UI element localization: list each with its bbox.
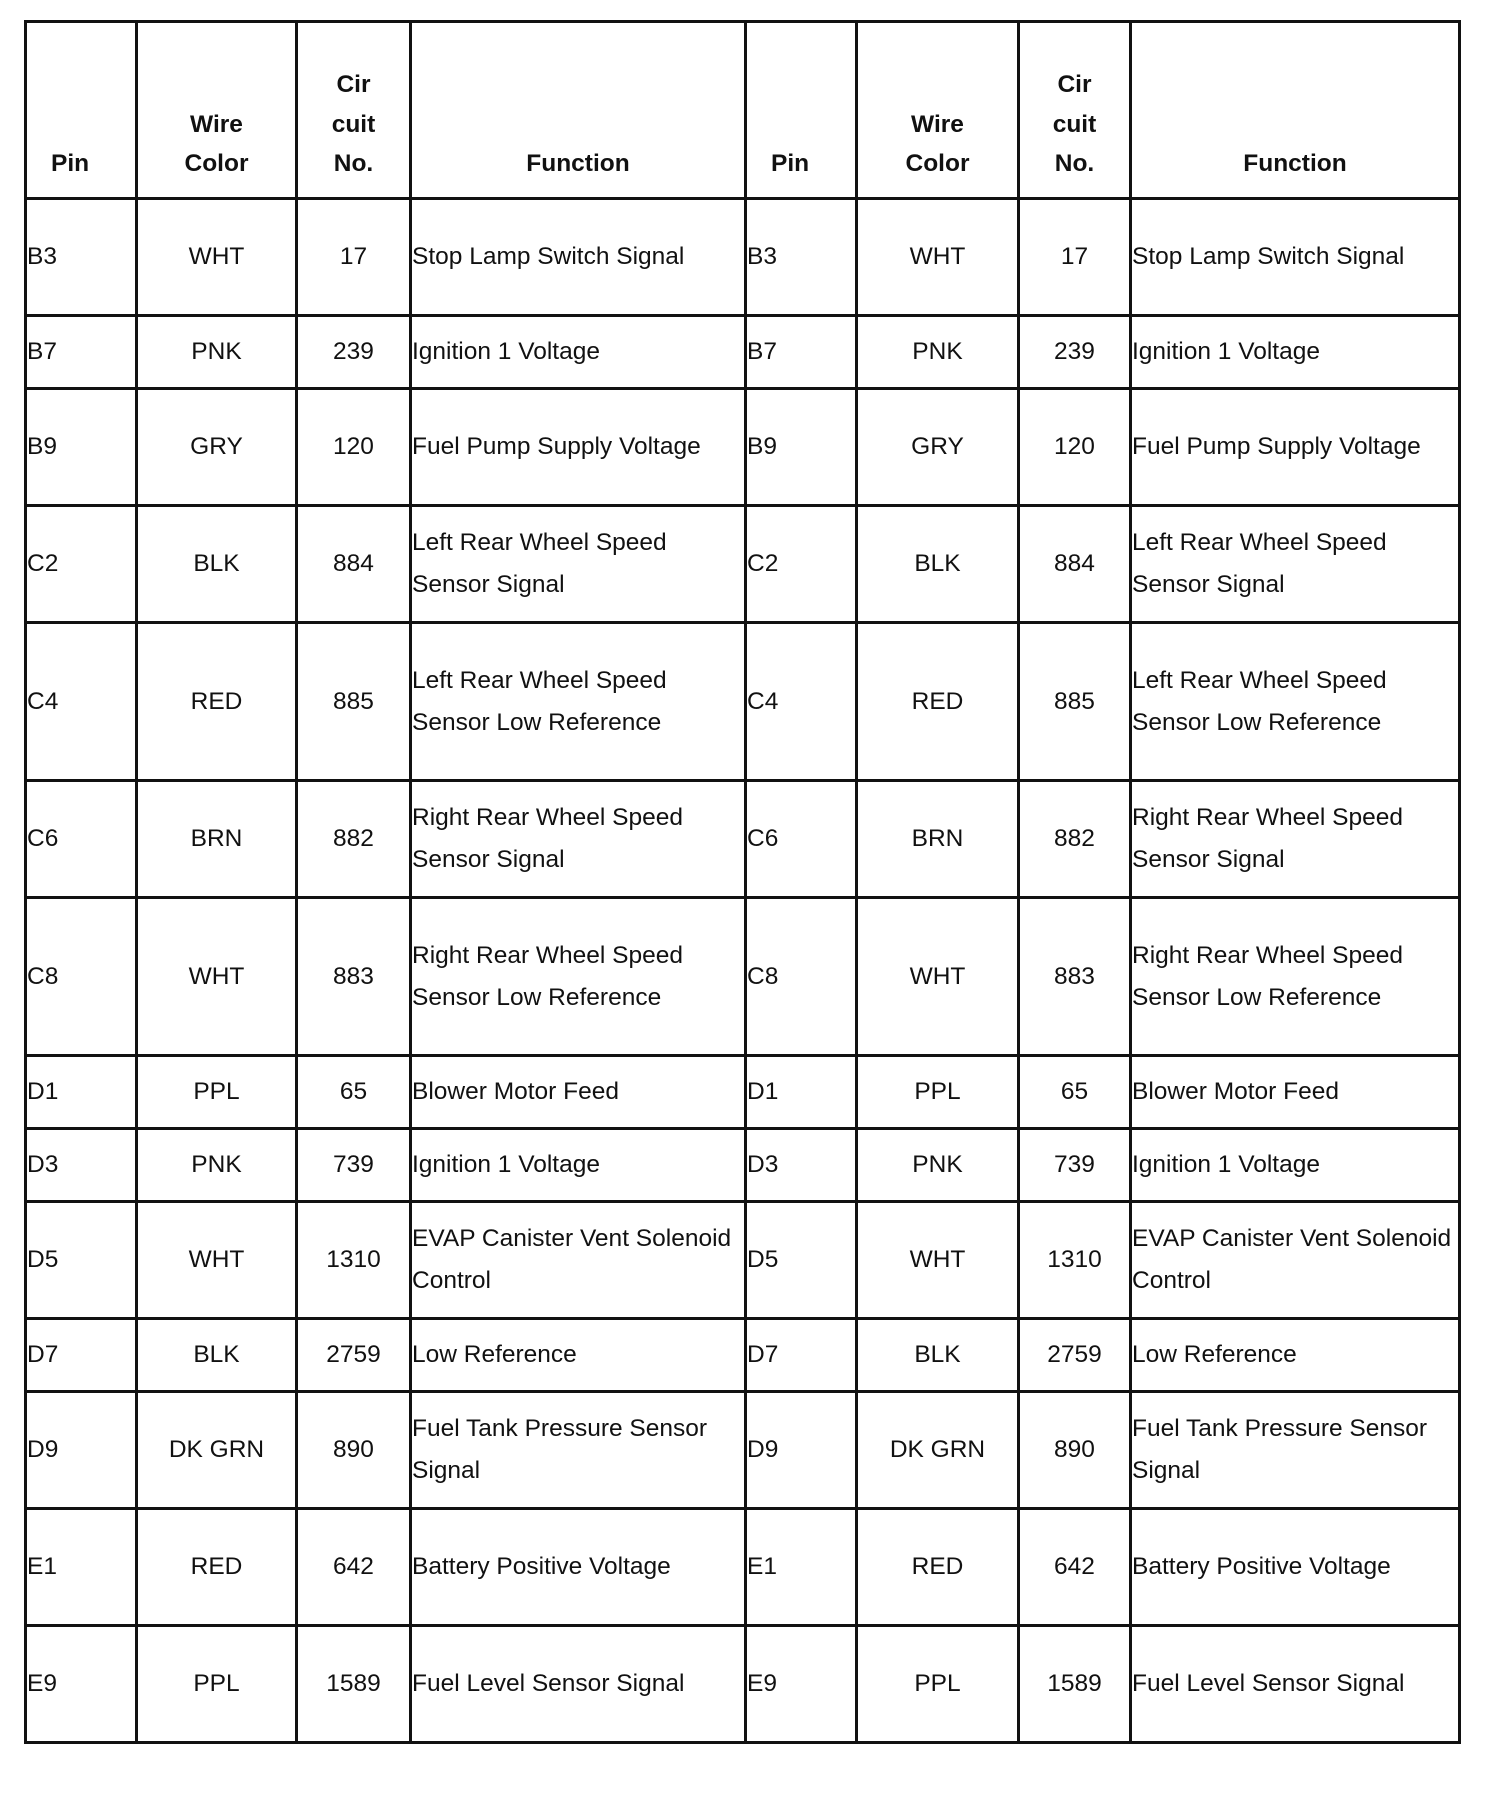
function-cell: Right Rear Wheel Speed Sensor Signal	[411, 781, 746, 898]
function-cell: Fuel Pump Supply Voltage	[411, 389, 746, 506]
wire-color-cell: BLK	[137, 506, 297, 623]
pin-cell-2: D9	[746, 1392, 857, 1509]
wire-color-cell-2: PNK	[857, 316, 1019, 389]
pinout-table-container	[24, 20, 1458, 1744]
table-row	[26, 1392, 1460, 1509]
circuit-no-cell: 1310	[297, 1202, 411, 1319]
pin-cell: C2	[26, 506, 137, 623]
pin-cell-2: B3	[746, 199, 857, 316]
function-cell: Right Rear Wheel Speed Sensor Low Reference	[411, 898, 746, 1056]
circuit-no-cell: 882	[297, 781, 411, 898]
function-cell-2: Ignition 1 Voltage	[1131, 316, 1460, 389]
function-cell: Low Reference	[411, 1319, 746, 1392]
table-row	[26, 1056, 1460, 1129]
pin-cell: E9	[26, 1626, 137, 1743]
wire-color-cell-2: BRN	[857, 781, 1019, 898]
circuit-no-cell-2: 120	[1019, 389, 1131, 506]
circuit-no-cell-2: 890	[1019, 1392, 1131, 1509]
header-function-2: Function	[1131, 22, 1460, 199]
function-cell: Battery Positive Voltage	[411, 1509, 746, 1626]
pin-cell: C8	[26, 898, 137, 1056]
function-cell-2: Right Rear Wheel Speed Sensor Low Reference	[1131, 898, 1460, 1056]
wire-color-cell-2: PPL	[857, 1056, 1019, 1129]
pin-cell: C4	[26, 623, 137, 781]
table-row	[26, 623, 1460, 781]
circuit-no-cell: 739	[297, 1129, 411, 1202]
function-cell: Stop Lamp Switch Signal	[411, 199, 746, 316]
wire-color-cell: PPL	[137, 1626, 297, 1743]
circuit-no-cell: 65	[297, 1056, 411, 1129]
wire-color-cell: PPL	[137, 1056, 297, 1129]
circuit-no-cell-2: 885	[1019, 623, 1131, 781]
function-cell: Ignition 1 Voltage	[411, 316, 746, 389]
wire-color-cell-2: RED	[857, 1509, 1019, 1626]
pin-cell-2: C6	[746, 781, 857, 898]
wire-color-cell-2: PPL	[857, 1626, 1019, 1743]
header-pin-2: Pin	[746, 22, 857, 199]
pin-cell: D3	[26, 1129, 137, 1202]
function-cell: Blower Motor Feed	[411, 1056, 746, 1129]
table-row	[26, 1129, 1460, 1202]
pin-cell-2: C4	[746, 623, 857, 781]
table-row	[26, 316, 1460, 389]
table-header	[26, 22, 1460, 199]
circuit-no-cell: 17	[297, 199, 411, 316]
table-row	[26, 199, 1460, 316]
function-cell-2: Battery Positive Voltage	[1131, 1509, 1460, 1626]
table-row	[26, 1626, 1460, 1743]
wire-color-cell: RED	[137, 1509, 297, 1626]
function-cell: Fuel Level Sensor Signal	[411, 1626, 746, 1743]
wire-color-cell: BRN	[137, 781, 297, 898]
wire-color-cell-2: DK GRN	[857, 1392, 1019, 1509]
function-cell-2: Left Rear Wheel Speed Sensor Low Reference	[1131, 623, 1460, 781]
wire-color-cell: WHT	[137, 1202, 297, 1319]
header-circuit-no-2: Cir cuit No.	[1019, 22, 1131, 199]
function-cell-2: Left Rear Wheel Speed Sensor Signal	[1131, 506, 1460, 623]
header-row	[26, 22, 1460, 199]
pin-cell: B7	[26, 316, 137, 389]
circuit-no-cell: 884	[297, 506, 411, 623]
pin-cell-2: C8	[746, 898, 857, 1056]
pin-cell: B9	[26, 389, 137, 506]
circuit-no-cell-2: 2759	[1019, 1319, 1131, 1392]
table-row	[26, 1319, 1460, 1392]
function-cell: EVAP Canister Vent Solenoid Control	[411, 1202, 746, 1319]
function-cell-2: Ignition 1 Voltage	[1131, 1129, 1460, 1202]
wire-color-cell: BLK	[137, 1319, 297, 1392]
circuit-no-cell-2: 17	[1019, 199, 1131, 316]
wire-color-cell: WHT	[137, 199, 297, 316]
connector-pinout-table	[24, 20, 1461, 1744]
circuit-no-cell: 239	[297, 316, 411, 389]
circuit-no-cell-2: 239	[1019, 316, 1131, 389]
table-row	[26, 1509, 1460, 1626]
table-row	[26, 389, 1460, 506]
wire-color-cell-2: BLK	[857, 506, 1019, 623]
circuit-no-cell: 1589	[297, 1626, 411, 1743]
wire-color-cell: DK GRN	[137, 1392, 297, 1509]
function-cell-2: Right Rear Wheel Speed Sensor Signal	[1131, 781, 1460, 898]
header-wire-color-2: Wire Color	[857, 22, 1019, 199]
wire-color-cell: RED	[137, 623, 297, 781]
circuit-no-cell-2: 884	[1019, 506, 1131, 623]
function-cell: Left Rear Wheel Speed Sensor Low Reference	[411, 623, 746, 781]
wire-color-cell: GRY	[137, 389, 297, 506]
function-cell: Left Rear Wheel Speed Sensor Signal	[411, 506, 746, 623]
pin-cell: B3	[26, 199, 137, 316]
pin-cell-2: D1	[746, 1056, 857, 1129]
wire-color-cell: WHT	[137, 898, 297, 1056]
circuit-no-cell: 120	[297, 389, 411, 506]
pin-cell-2: E1	[746, 1509, 857, 1626]
circuit-no-cell-2: 883	[1019, 898, 1131, 1056]
circuit-no-cell-2: 739	[1019, 1129, 1131, 1202]
table-row	[26, 506, 1460, 623]
pin-cell: D5	[26, 1202, 137, 1319]
circuit-no-cell: 642	[297, 1509, 411, 1626]
table-row	[26, 898, 1460, 1056]
pin-cell-2: D3	[746, 1129, 857, 1202]
circuit-no-cell: 883	[297, 898, 411, 1056]
header-function: Function	[411, 22, 746, 199]
wire-color-cell: PNK	[137, 316, 297, 389]
wire-color-cell-2: WHT	[857, 898, 1019, 1056]
pin-cell-2: D5	[746, 1202, 857, 1319]
pin-cell-2: B7	[746, 316, 857, 389]
pin-cell: E1	[26, 1509, 137, 1626]
pin-cell: D7	[26, 1319, 137, 1392]
pin-cell: C6	[26, 781, 137, 898]
wire-color-cell-2: RED	[857, 623, 1019, 781]
circuit-no-cell-2: 1310	[1019, 1202, 1131, 1319]
function-cell-2: EVAP Canister Vent Solenoid Control	[1131, 1202, 1460, 1319]
wire-color-cell: PNK	[137, 1129, 297, 1202]
pin-cell-2: C2	[746, 506, 857, 623]
pin-cell: D1	[26, 1056, 137, 1129]
function-cell: Fuel Tank Pressure Sensor Signal	[411, 1392, 746, 1509]
circuit-no-cell-2: 642	[1019, 1509, 1131, 1626]
function-cell-2: Blower Motor Feed	[1131, 1056, 1460, 1129]
pin-cell-2: D7	[746, 1319, 857, 1392]
pin-cell: D9	[26, 1392, 137, 1509]
table-body	[26, 199, 1460, 1743]
function-cell-2: Stop Lamp Switch Signal	[1131, 199, 1460, 316]
function-cell: Ignition 1 Voltage	[411, 1129, 746, 1202]
header-pin: Pin	[26, 22, 137, 199]
header-circuit-no: Cir cuit No.	[297, 22, 411, 199]
function-cell-2: Fuel Pump Supply Voltage	[1131, 389, 1460, 506]
pin-cell-2: B9	[746, 389, 857, 506]
function-cell-2: Fuel Tank Pressure Sensor Signal	[1131, 1392, 1460, 1509]
circuit-no-cell: 890	[297, 1392, 411, 1509]
circuit-no-cell: 885	[297, 623, 411, 781]
wire-color-cell-2: WHT	[857, 199, 1019, 316]
wire-color-cell-2: WHT	[857, 1202, 1019, 1319]
circuit-no-cell-2: 882	[1019, 781, 1131, 898]
pin-cell-2: E9	[746, 1626, 857, 1743]
circuit-no-cell-2: 65	[1019, 1056, 1131, 1129]
circuit-no-cell: 2759	[297, 1319, 411, 1392]
wire-color-cell-2: BLK	[857, 1319, 1019, 1392]
circuit-no-cell-2: 1589	[1019, 1626, 1131, 1743]
header-wire-color: Wire Color	[137, 22, 297, 199]
table-row	[26, 781, 1460, 898]
table-row	[26, 1202, 1460, 1319]
function-cell-2: Fuel Level Sensor Signal	[1131, 1626, 1460, 1743]
wire-color-cell-2: PNK	[857, 1129, 1019, 1202]
function-cell-2: Low Reference	[1131, 1319, 1460, 1392]
wire-color-cell-2: GRY	[857, 389, 1019, 506]
